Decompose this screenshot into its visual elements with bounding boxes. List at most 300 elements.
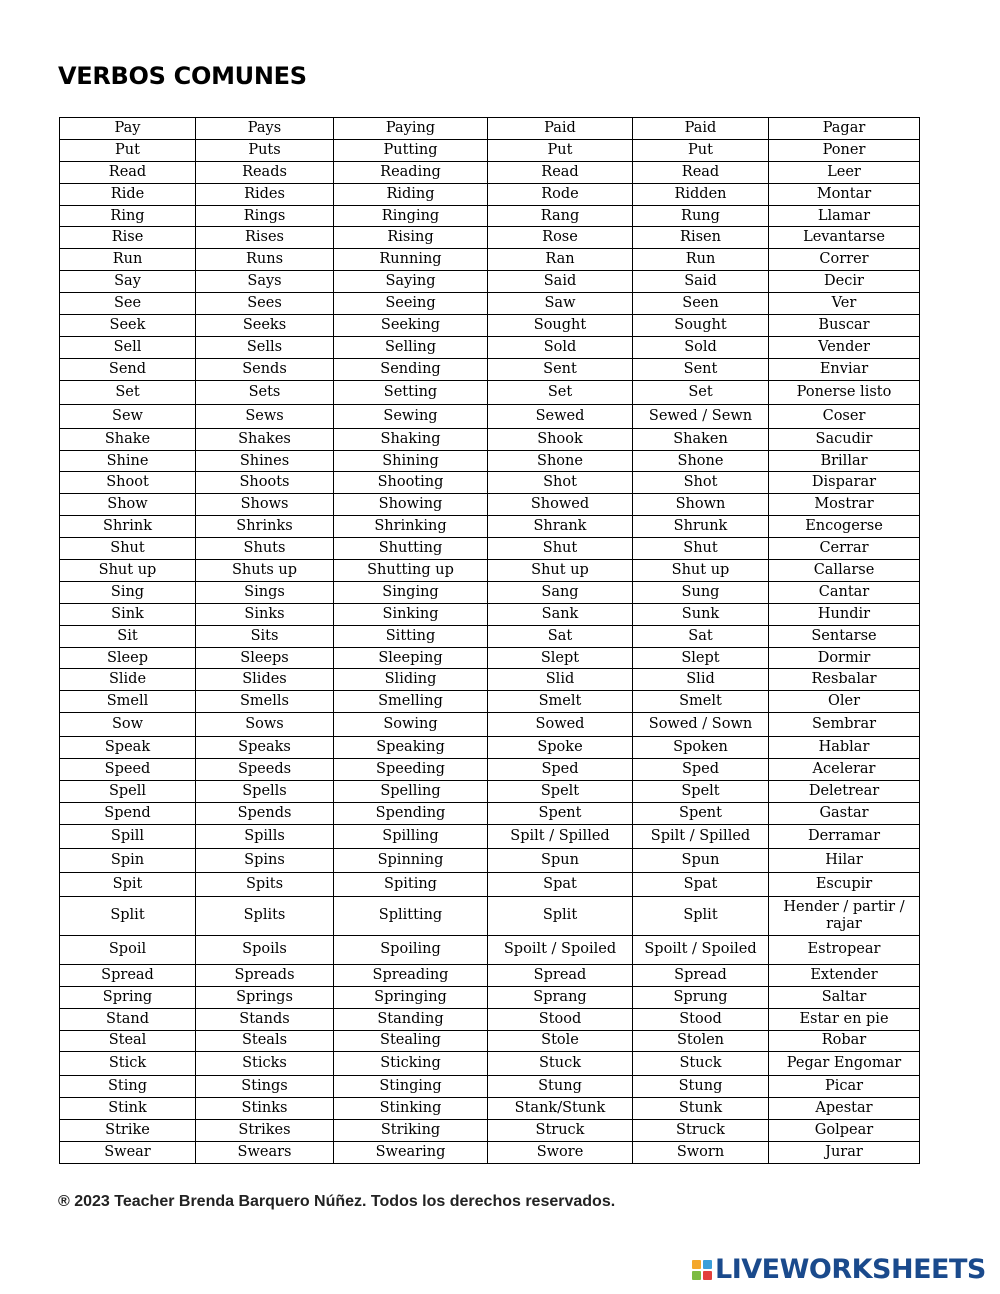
table-cell: Sink xyxy=(60,603,196,625)
table-cell: Rang xyxy=(488,205,633,227)
table-cell: Spells xyxy=(196,781,334,803)
table-cell: Pay xyxy=(60,118,196,140)
table-cell: Shoots xyxy=(196,472,334,494)
table-cell: Set xyxy=(60,380,196,404)
table-cell: Spends xyxy=(196,802,334,824)
table-cell: Sell xyxy=(60,336,196,358)
table-cell: Rising xyxy=(334,227,488,249)
table-cell: Spent xyxy=(488,802,633,824)
table-row xyxy=(60,293,920,315)
table-cell: Shoot xyxy=(60,472,196,494)
brand-name: LIVEWORKSHEETS xyxy=(715,1254,986,1285)
table-cell: Spread xyxy=(633,964,769,986)
table-cell: Sow xyxy=(60,713,196,737)
table-row xyxy=(60,935,920,964)
table-cell: Sings xyxy=(196,581,334,603)
table-row xyxy=(60,713,920,737)
table-cell: Picar xyxy=(769,1076,920,1098)
table-cell: Hender / partir / rajar xyxy=(769,896,920,935)
table-cell: Golpear xyxy=(769,1120,920,1142)
table-cell: Reads xyxy=(196,161,334,183)
table-cell: Read xyxy=(60,161,196,183)
table-cell: Sent xyxy=(633,358,769,380)
table-row xyxy=(60,802,920,824)
table-cell: Slide xyxy=(60,669,196,691)
table-cell: Sought xyxy=(633,315,769,337)
table-cell: Paid xyxy=(633,118,769,140)
table-row xyxy=(60,647,920,669)
table-cell: Sung xyxy=(633,581,769,603)
table-cell: Setting xyxy=(334,380,488,404)
table-cell: Spin xyxy=(60,848,196,872)
table-cell: Cerrar xyxy=(769,538,920,560)
table-cell: Sinking xyxy=(334,603,488,625)
table-row xyxy=(60,358,920,380)
table-cell: Robar xyxy=(769,1030,920,1052)
table-cell: Paid xyxy=(488,118,633,140)
copyright-footer: ® 2023 Teacher Brenda Barquero Núñez. Todos los derechos reservados. xyxy=(58,1193,616,1210)
table-row xyxy=(60,404,920,428)
table-cell: Seeing xyxy=(334,293,488,315)
table-cell: Stinging xyxy=(334,1076,488,1098)
table-cell: Stick xyxy=(60,1052,196,1076)
logo-square-orange xyxy=(692,1260,701,1269)
table-cell: Sleeps xyxy=(196,647,334,669)
table-cell: Paying xyxy=(334,118,488,140)
table-row xyxy=(60,315,920,337)
table-cell: Slid xyxy=(488,669,633,691)
table-cell: Spoil xyxy=(60,935,196,964)
table-row xyxy=(60,625,920,647)
table-cell: Spun xyxy=(488,848,633,872)
table-cell: Pays xyxy=(196,118,334,140)
table-cell: Standing xyxy=(334,1008,488,1030)
table-cell: Disparar xyxy=(769,472,920,494)
table-cell: Enviar xyxy=(769,358,920,380)
table-row xyxy=(60,428,920,450)
table-cell: Escupir xyxy=(769,872,920,896)
table-cell: Oler xyxy=(769,691,920,713)
table-row xyxy=(60,759,920,781)
table-cell: Saltar xyxy=(769,986,920,1008)
table-cell: Shooting xyxy=(334,472,488,494)
table-cell: Showing xyxy=(334,494,488,516)
table-cell: Sentarse xyxy=(769,625,920,647)
table-cell: Shakes xyxy=(196,428,334,450)
table-cell: Sowing xyxy=(334,713,488,737)
table-cell: Spread xyxy=(60,964,196,986)
table-cell: Striking xyxy=(334,1120,488,1142)
table-cell: Estropear xyxy=(769,935,920,964)
table-cell: Sembrar xyxy=(769,713,920,737)
table-cell: Hablar xyxy=(769,737,920,759)
table-cell: Stung xyxy=(488,1076,633,1098)
table-cell: Sows xyxy=(196,713,334,737)
table-cell: Sews xyxy=(196,404,334,428)
table-cell: Splits xyxy=(196,896,334,935)
table-cell: Shows xyxy=(196,494,334,516)
table-cell: Reading xyxy=(334,161,488,183)
table-cell: Shutting up xyxy=(334,560,488,582)
table-cell: Sat xyxy=(633,625,769,647)
table-cell: Shone xyxy=(633,450,769,472)
table-cell: Spread xyxy=(488,964,633,986)
table-cell: Sang xyxy=(488,581,633,603)
table-cell: Stink xyxy=(60,1098,196,1120)
table-cell: Stank/Stunk xyxy=(488,1098,633,1120)
logo-square-red xyxy=(703,1271,712,1280)
table-cell: Put xyxy=(60,139,196,161)
table-cell: Smelling xyxy=(334,691,488,713)
table-cell: Rose xyxy=(488,227,633,249)
table-row xyxy=(60,227,920,249)
table-cell: Spelt xyxy=(488,781,633,803)
table-cell: Shrinking xyxy=(334,516,488,538)
table-row xyxy=(60,872,920,896)
table-cell: Stood xyxy=(488,1008,633,1030)
table-cell: Ringing xyxy=(334,205,488,227)
logo-square-green xyxy=(692,1271,701,1280)
table-cell: Spelling xyxy=(334,781,488,803)
table-cell: Split xyxy=(633,896,769,935)
table-cell: Sold xyxy=(488,336,633,358)
table-cell: Callarse xyxy=(769,560,920,582)
table-cell: Dormir xyxy=(769,647,920,669)
table-cell: Stung xyxy=(633,1076,769,1098)
table-cell: Sew xyxy=(60,404,196,428)
table-cell: Rings xyxy=(196,205,334,227)
table-row xyxy=(60,205,920,227)
table-cell: Shown xyxy=(633,494,769,516)
table-cell: Said xyxy=(488,271,633,293)
table-cell: Sewing xyxy=(334,404,488,428)
table-cell: Split xyxy=(60,896,196,935)
table-cell: Slept xyxy=(488,647,633,669)
table-cell: Sped xyxy=(488,759,633,781)
table-cell: Sinks xyxy=(196,603,334,625)
table-cell: Putting xyxy=(334,139,488,161)
table-cell: Send xyxy=(60,358,196,380)
table-cell: Splitting xyxy=(334,896,488,935)
table-cell: Put xyxy=(633,139,769,161)
table-cell: Steal xyxy=(60,1030,196,1052)
table-cell: Shut xyxy=(488,538,633,560)
table-cell: Sit xyxy=(60,625,196,647)
table-cell: Swore xyxy=(488,1142,633,1164)
table-cell: Puts xyxy=(196,139,334,161)
table-cell: Derramar xyxy=(769,824,920,848)
table-cell: Shrink xyxy=(60,516,196,538)
table-cell: Sits xyxy=(196,625,334,647)
table-cell: Sticks xyxy=(196,1052,334,1076)
table-cell: Spoilt / Spoiled xyxy=(633,935,769,964)
table-cell: Sold xyxy=(633,336,769,358)
table-cell: Saying xyxy=(334,271,488,293)
table-cell: Vender xyxy=(769,336,920,358)
table-cell: Hundir xyxy=(769,603,920,625)
table-cell: Sends xyxy=(196,358,334,380)
table-cell: Seeking xyxy=(334,315,488,337)
table-row xyxy=(60,1052,920,1076)
table-cell: Stole xyxy=(488,1030,633,1052)
table-cell: Shutting xyxy=(334,538,488,560)
table-cell: Resbalar xyxy=(769,669,920,691)
table-cell: Shrank xyxy=(488,516,633,538)
table-cell: Spilt / Spilled xyxy=(488,824,633,848)
table-cell: Spat xyxy=(488,872,633,896)
table-cell: Spoke xyxy=(488,737,633,759)
table-cell: Spilling xyxy=(334,824,488,848)
table-cell: Smelt xyxy=(488,691,633,713)
table-cell: Decir xyxy=(769,271,920,293)
table-row xyxy=(60,161,920,183)
table-cell: Stealing xyxy=(334,1030,488,1052)
table-cell: Swear xyxy=(60,1142,196,1164)
table-cell: Sowed / Sown xyxy=(633,713,769,737)
table-row xyxy=(60,603,920,625)
table-cell: Slides xyxy=(196,669,334,691)
table-cell: Sets xyxy=(196,380,334,404)
table-row xyxy=(60,781,920,803)
table-cell: Selling xyxy=(334,336,488,358)
table-cell: Stand xyxy=(60,1008,196,1030)
table-row xyxy=(60,1142,920,1164)
table-cell: Extender xyxy=(769,964,920,986)
table-cell: Spilt / Spilled xyxy=(633,824,769,848)
table-cell: Shrinks xyxy=(196,516,334,538)
table-cell: Saw xyxy=(488,293,633,315)
table-row xyxy=(60,1120,920,1142)
table-cell: Smells xyxy=(196,691,334,713)
table-cell: Rise xyxy=(60,227,196,249)
table-cell: Sprang xyxy=(488,986,633,1008)
table-cell: Stuck xyxy=(633,1052,769,1076)
table-cell: Seen xyxy=(633,293,769,315)
table-cell: Spending xyxy=(334,802,488,824)
table-row xyxy=(60,1076,920,1098)
verbs-table-body xyxy=(60,118,920,1164)
table-cell: Sat xyxy=(488,625,633,647)
table-cell: Risen xyxy=(633,227,769,249)
table-row xyxy=(60,494,920,516)
table-row xyxy=(60,118,920,140)
table-row xyxy=(60,538,920,560)
table-cell: Shot xyxy=(488,472,633,494)
table-cell: Jurar xyxy=(769,1142,920,1164)
table-cell: Stood xyxy=(633,1008,769,1030)
table-row xyxy=(60,848,920,872)
table-cell: Ver xyxy=(769,293,920,315)
table-cell: Poner xyxy=(769,139,920,161)
table-cell: Spins xyxy=(196,848,334,872)
table-cell: Sacudir xyxy=(769,428,920,450)
table-cell: Brillar xyxy=(769,450,920,472)
table-row xyxy=(60,139,920,161)
table-cell: Sting xyxy=(60,1076,196,1098)
table-cell: Swears xyxy=(196,1142,334,1164)
table-cell: Leer xyxy=(769,161,920,183)
table-cell: Shining xyxy=(334,450,488,472)
table-cell: Sworn xyxy=(633,1142,769,1164)
table-cell: Spreads xyxy=(196,964,334,986)
table-cell: Seek xyxy=(60,315,196,337)
table-cell: Spoiling xyxy=(334,935,488,964)
table-cell: Spill xyxy=(60,824,196,848)
table-cell: Speed xyxy=(60,759,196,781)
table-cell: Spring xyxy=(60,986,196,1008)
table-cell: Shrunk xyxy=(633,516,769,538)
table-cell: Sprung xyxy=(633,986,769,1008)
table-cell: Sought xyxy=(488,315,633,337)
table-cell: Runs xyxy=(196,249,334,271)
table-cell: Shone xyxy=(488,450,633,472)
table-cell: Sunk xyxy=(633,603,769,625)
table-cell: Deletrear xyxy=(769,781,920,803)
table-cell: Shook xyxy=(488,428,633,450)
table-row xyxy=(60,1098,920,1120)
table-cell: Riding xyxy=(334,183,488,205)
table-cell: Shines xyxy=(196,450,334,472)
table-cell: Rung xyxy=(633,205,769,227)
table-cell: Ran xyxy=(488,249,633,271)
table-cell: Said xyxy=(633,271,769,293)
table-cell: Ridden xyxy=(633,183,769,205)
table-cell: Mostrar xyxy=(769,494,920,516)
table-cell: Springing xyxy=(334,986,488,1008)
table-row xyxy=(60,183,920,205)
table-row xyxy=(60,560,920,582)
table-cell: Sells xyxy=(196,336,334,358)
table-cell: Set xyxy=(488,380,633,404)
table-cell: Cantar xyxy=(769,581,920,603)
table-cell: Stinking xyxy=(334,1098,488,1120)
liveworksheets-logo xyxy=(692,1254,986,1285)
table-cell: Spoils xyxy=(196,935,334,964)
table-cell: Shot xyxy=(633,472,769,494)
table-cell: Set xyxy=(633,380,769,404)
table-cell: Spit xyxy=(60,872,196,896)
table-cell: Spoken xyxy=(633,737,769,759)
table-cell: Running xyxy=(334,249,488,271)
table-cell: Shut xyxy=(633,538,769,560)
table-row xyxy=(60,964,920,986)
table-cell: Sees xyxy=(196,293,334,315)
table-cell: Slid xyxy=(633,669,769,691)
table-cell: Stings xyxy=(196,1076,334,1098)
table-row xyxy=(60,472,920,494)
table-row xyxy=(60,691,920,713)
table-cell: Shut up xyxy=(633,560,769,582)
table-cell: Speaks xyxy=(196,737,334,759)
table-cell: Sleep xyxy=(60,647,196,669)
table-cell: Struck xyxy=(488,1120,633,1142)
page-title: VERBOS COMUNES xyxy=(58,62,307,90)
table-row xyxy=(60,380,920,404)
table-cell: Spat xyxy=(633,872,769,896)
table-row xyxy=(60,271,920,293)
table-cell: Sliding xyxy=(334,669,488,691)
table-cell: Levantarse xyxy=(769,227,920,249)
table-row xyxy=(60,581,920,603)
table-cell: Spits xyxy=(196,872,334,896)
table-row xyxy=(60,249,920,271)
table-cell: Say xyxy=(60,271,196,293)
table-cell: Shut xyxy=(60,538,196,560)
table-cell: Springs xyxy=(196,986,334,1008)
table-cell: Show xyxy=(60,494,196,516)
table-cell: Read xyxy=(633,161,769,183)
table-cell: Rides xyxy=(196,183,334,205)
table-cell: Singing xyxy=(334,581,488,603)
table-cell: Ponerse listo xyxy=(769,380,920,404)
table-cell: Smell xyxy=(60,691,196,713)
table-row xyxy=(60,1030,920,1052)
table-cell: Coser xyxy=(769,404,920,428)
table-cell: See xyxy=(60,293,196,315)
table-cell: Shut up xyxy=(488,560,633,582)
table-cell: Shine xyxy=(60,450,196,472)
table-row xyxy=(60,737,920,759)
table-cell: Gastar xyxy=(769,802,920,824)
table-cell: Stinks xyxy=(196,1098,334,1120)
table-cell: Sped xyxy=(633,759,769,781)
table-cell: Spend xyxy=(60,802,196,824)
table-cell: Put xyxy=(488,139,633,161)
table-cell: Pegar Engomar xyxy=(769,1052,920,1076)
table-cell: Sent xyxy=(488,358,633,380)
table-cell: Estar en pie xyxy=(769,1008,920,1030)
table-row xyxy=(60,986,920,1008)
table-cell: Encogerse xyxy=(769,516,920,538)
table-cell: Spinning xyxy=(334,848,488,872)
table-cell: Speeding xyxy=(334,759,488,781)
table-cell: Struck xyxy=(633,1120,769,1142)
table-cell: Strike xyxy=(60,1120,196,1142)
table-cell: Strikes xyxy=(196,1120,334,1142)
table-cell: Rode xyxy=(488,183,633,205)
table-row xyxy=(60,669,920,691)
table-cell: Montar xyxy=(769,183,920,205)
table-cell: Read xyxy=(488,161,633,183)
table-cell: Acelerar xyxy=(769,759,920,781)
table-cell: Shaking xyxy=(334,428,488,450)
table-cell: Rises xyxy=(196,227,334,249)
table-cell: Shake xyxy=(60,428,196,450)
table-cell: Buscar xyxy=(769,315,920,337)
table-cell: Run xyxy=(60,249,196,271)
table-cell: Spreading xyxy=(334,964,488,986)
table-cell: Pagar xyxy=(769,118,920,140)
table-cell: Sowed xyxy=(488,713,633,737)
table-cell: Shuts xyxy=(196,538,334,560)
logo-grid-icon xyxy=(692,1260,712,1280)
table-cell: Stands xyxy=(196,1008,334,1030)
table-cell: Smelt xyxy=(633,691,769,713)
table-row xyxy=(60,1008,920,1030)
table-cell: Spell xyxy=(60,781,196,803)
table-cell: Spoilt / Spoiled xyxy=(488,935,633,964)
verbs-table xyxy=(59,117,920,1164)
table-cell: Shuts up xyxy=(196,560,334,582)
table-cell: Speak xyxy=(60,737,196,759)
table-cell: Spelt xyxy=(633,781,769,803)
logo-square-blue xyxy=(703,1260,712,1269)
table-cell: Sitting xyxy=(334,625,488,647)
table-row xyxy=(60,336,920,358)
table-cell: Sing xyxy=(60,581,196,603)
table-row xyxy=(60,516,920,538)
table-cell: Sleeping xyxy=(334,647,488,669)
